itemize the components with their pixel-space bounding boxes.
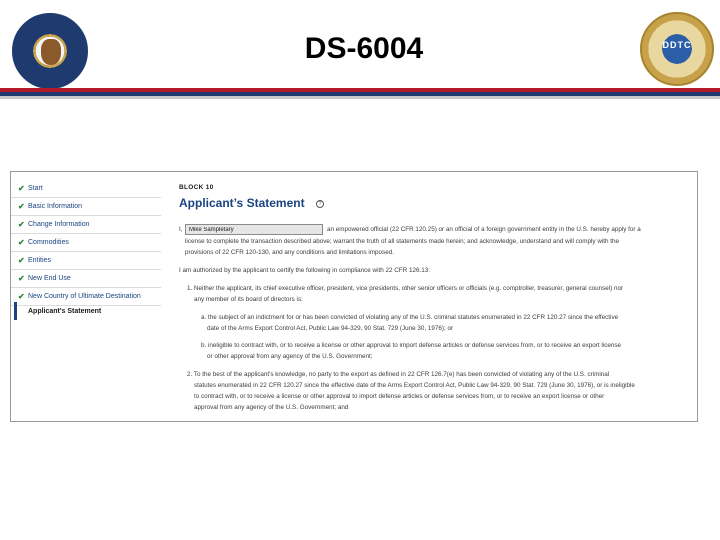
checkmark-icon: ✔: [18, 184, 25, 193]
item-1-line-1: 1. Neither the applicant, its chief executive officer, president, vice presidents, other senior officers or officials (e.g. comptroller, treasurer, general counsel) nor: [187, 285, 624, 292]
ddtc-seal-lettering: DDTC: [662, 40, 692, 50]
sidebar-item-label: New End Use: [28, 275, 71, 282]
statement-panel: [179, 172, 695, 421]
page-title: Applicant’s Statement: [179, 196, 305, 210]
slide-title: DS-6004: [304, 32, 424, 65]
sidebar-item-label: Applicant's Statement: [28, 307, 102, 315]
sidebar-item-label: Entities: [28, 257, 51, 264]
sidebar-item-label: Basic Information: [28, 203, 83, 210]
item-1a-line-1: a. the subject of an indictment for or has been convicted of violating any of the U.S. criminal statutes enumerated in 22 CFR 120.27 since the effective: [201, 314, 619, 321]
checkmark-icon: ✔: [18, 238, 25, 247]
intro-line-1: an empowered official (22 CFR 120.25) or an official of a foreign government entity in the U.S. hereby apply for a: [327, 226, 641, 233]
sidebar-item-commodities[interactable]: [11, 234, 161, 252]
sidebar-item-change-information[interactable]: [11, 216, 161, 234]
item-1-line-2: any member of its board of directors is:: [194, 296, 303, 303]
sidebar-item-label: Start: [28, 185, 43, 192]
item-2-line-2: statutes enumerated in 22 CFR 120.27 since the effective date of the Arms Export Control Act, Public Law 94-329, 90 Stat. 729 (June 30, 1976), or is ineligible: [194, 382, 635, 389]
item-2-line-4: approval from any agency of the U.S. Government; and: [194, 404, 349, 411]
sidebar-nav: [11, 172, 166, 421]
intro-line-2: license to complete the transaction described above; warrant the truth of all statements made herein; and acknowledge, understand and will comply with the: [185, 238, 620, 245]
checkmark-icon: ✔: [18, 220, 25, 229]
application-screenshot: [10, 171, 698, 422]
sidebar-item-start[interactable]: [11, 180, 161, 198]
item-2-line-3: to contract with, or to receive a license or other approval to import defense articles or defense services from, or to receive an export license or other: [194, 393, 605, 400]
intro-prefix: I,: [179, 226, 183, 233]
checkmark-icon: ✔: [18, 256, 25, 265]
sidebar-item-label: Change Information: [28, 221, 90, 228]
item-1b-line-1: b. ineligible to contract with, or to receive a license or other approval to import defense articles or defense services from, or to receive an export license: [201, 342, 621, 349]
sidebar-item-new-end-use[interactable]: [11, 270, 161, 288]
sidebar-item-basic-information[interactable]: [11, 198, 161, 216]
certify-text: I am authorized by the applicant to certify the following in compliance with 22 CFR 126.13:: [179, 267, 430, 274]
block-label: BLOCK 10: [179, 184, 214, 191]
intro-line-3: provisions of 22 CFR 120-130, and any conditions and limitations imposed.: [185, 249, 394, 256]
checkmark-icon: ✔: [18, 202, 25, 211]
help-icon[interactable]: ?: [316, 200, 324, 208]
checkmark-icon: ✔: [18, 274, 25, 283]
checkmark-icon: ✔: [18, 292, 25, 301]
item-1a-line-2: date of the Arms Export Control Act, Public Law 94-329, 90 Stat. 729 (June 30, 1976); or: [207, 325, 454, 332]
item-1b-line-2: or other approval from any agency of the U.S. Government;: [207, 353, 373, 360]
header-band-gray: [0, 96, 720, 99]
sidebar-item-label: New Country of Ultimate Destination: [28, 293, 141, 300]
empowered-official-name-field[interactable]: [185, 224, 323, 235]
item-2-line-1: 2. To the best of the applicant's knowledge, no party to the export as defined in 22 CFR 126.7(e) has been convicted of violating any of the U.S. criminal: [187, 371, 610, 378]
sidebar-item-entities[interactable]: [11, 252, 161, 270]
sidebar-item-label: Commodities: [28, 239, 69, 246]
sidebar-item-applicants-statement[interactable]: [11, 302, 161, 320]
